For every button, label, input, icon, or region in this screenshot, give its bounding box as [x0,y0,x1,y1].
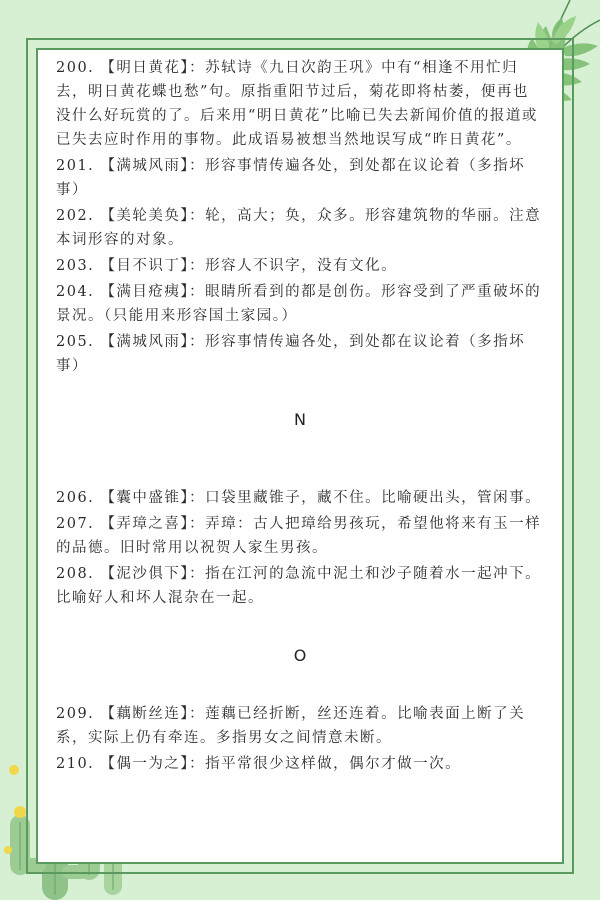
list-item: 206. 【囊中盛锥】：口袋里藏锥子，藏不住。比喻硬出头，管闲事。 [56,490,542,506]
list-item: 205. 【满城风雨】：形容事情传遍各处，到处都在议论着（多指坏事） [56,334,526,374]
list-item: 200. 【明日黄花】：苏轼诗《九日次韵王巩》中有“相逢不用忙归去，明日黄花蝶也愁”句。原指重阳节过后，菊花即将枯萎，便再也没什么好玩赏的了。后来用“明日黄花”比喻已失去新闻价值的报道或已失去应时作用的事物。此成语易被想当然地误写成“昨日黄花”。 [56,60,538,148]
section-heading-o: O [293,646,307,665]
list-item: 203. 【目不识丁】：形容人不识字，没有文化。 [56,258,398,274]
list-item: 207. 【弄璋之喜】：弄璋：古人把璋给男孩玩，希望他将来有玉一样的品德。旧时常用以祝贺人家生男孩。 [56,516,542,556]
list-item: 202. 【美轮美奂】：轮，高大；奂，众多。形容建筑物的华丽。注意本词形容的对象。 [56,208,542,248]
idiom-list [56,56,544,778]
list-item: 201. 【满城风雨】：形容事情传遍各处，到处都在议论着（多指坏事） [56,158,526,198]
section-heading-n: N [294,410,306,429]
list-item: 204. 【满目疮痍】：眼睛所看到的都是创伤。形容受到了严重破坏的景况。（只能用来形容国土家园。） [56,284,542,324]
list-item: 210. 【偶一为之】：指平常很少这样做，偶尔才做一次。 [56,756,462,772]
list-item: 209. 【藕断丝连】：莲藕已经折断，丝还连着。比喻表面上断了关系，实际上仍有牵连。多指男女之间情意未断。 [56,706,526,746]
list-item: 208. 【泥沙俱下】：指在江河的急流中泥土和沙子随着水一起冲下。比喻好人和坏人混杂在一起。 [56,566,542,606]
